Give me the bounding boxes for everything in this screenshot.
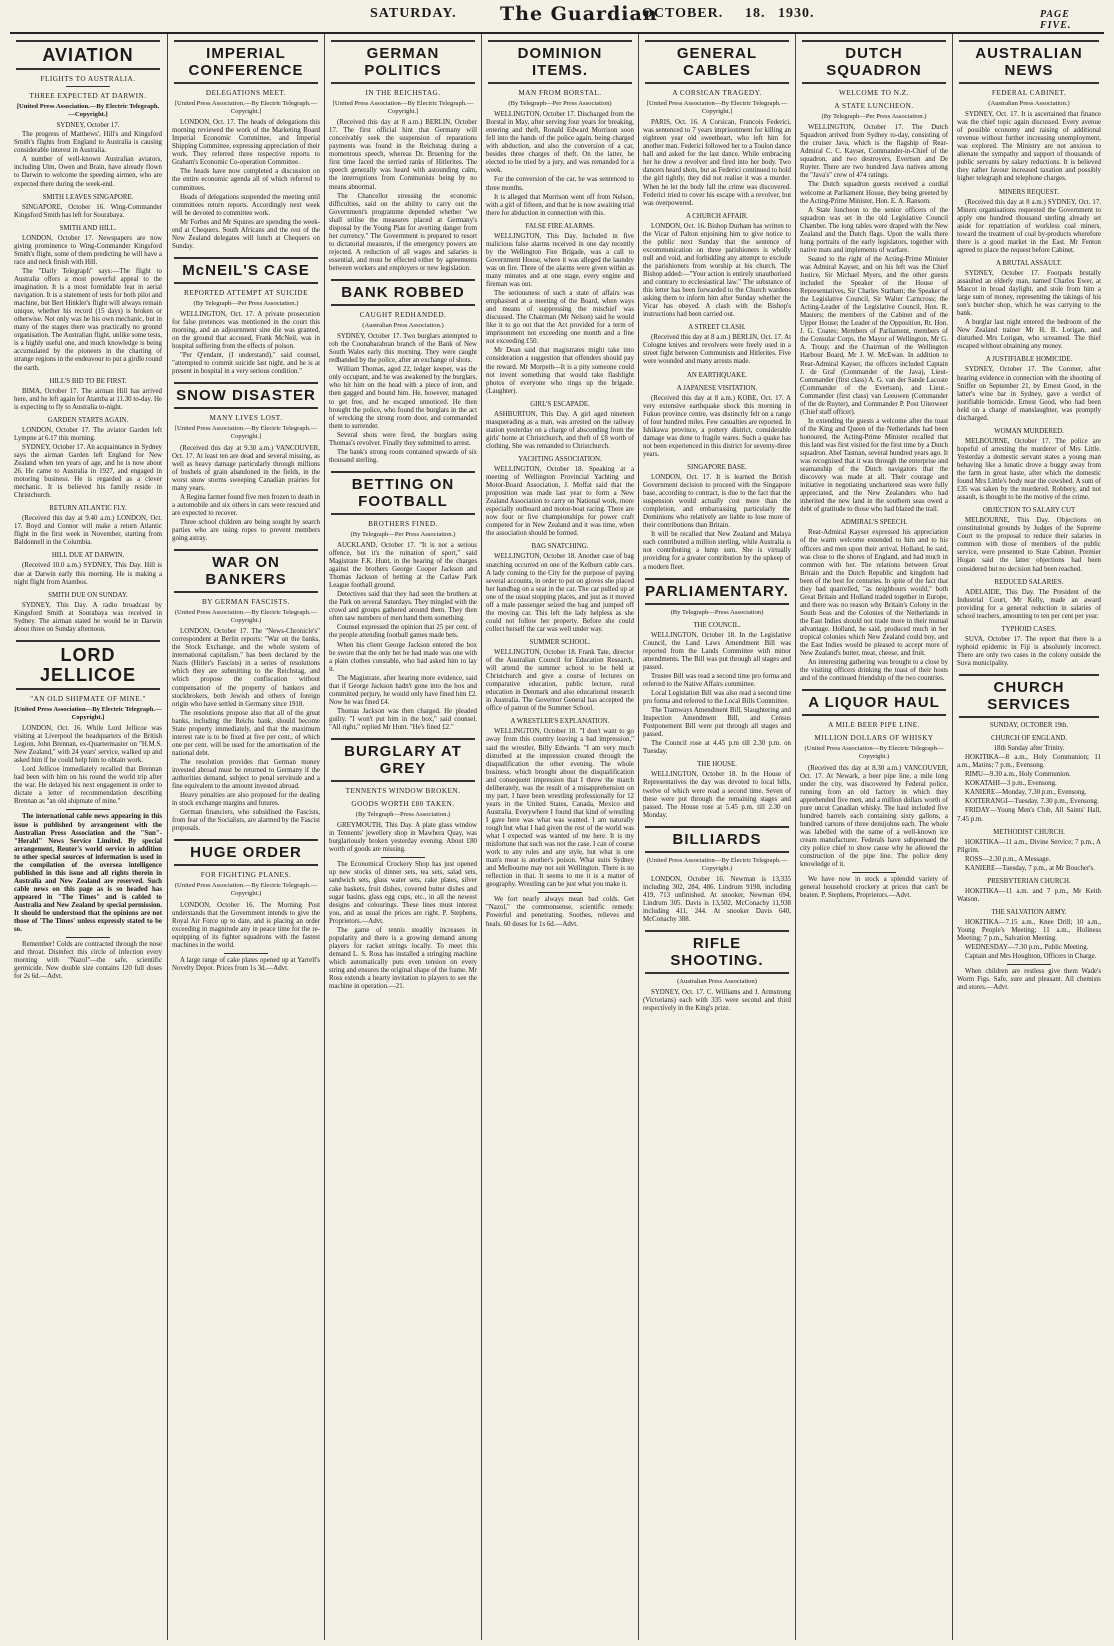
- credit-line: [United Press Association.—By Electric Telegraph.—Copyright.]: [16, 103, 160, 119]
- masthead-page: PAGE FIVE.: [1040, 9, 1072, 31]
- advertisement: We have now in stock a splendid variety of general household crockery at prices that can't be beaten. P. Stephens, Proprietors.—Advt.: [800, 876, 948, 900]
- paragraph: LONDON, Oct. 16. While Lord Jellicoe was visiting at Liverpool the headquarters of the British Legion, John Brennan, ex-Quartermaster on "H.M.S. New Zealand," with 24 years' service, walked up and asked him if he could help him to obtain work.: [14, 725, 162, 765]
- credit-line: (By Telegraph—Per Press Association.): [821, 113, 927, 121]
- service-line: KOKATAHI—3 p.m., Evensong.: [965, 780, 1057, 788]
- column-dominion-items: [481, 34, 638, 1640]
- subhead: CAUGHT REDHANDED.: [359, 311, 447, 320]
- subhead: MINERS REQUEST.: [999, 188, 1059, 196]
- paragraph: When his client George Jackson entered the box he swore that the only bet he had made was one with a plain clothes constable, who had asked him to lay it.: [329, 641, 477, 673]
- subhead: SMITH LEAVES SINGAPORE.: [42, 193, 134, 201]
- subhead: GOODS WORTH £80 TAKEN.: [351, 800, 455, 809]
- subhead: FEDERAL CABINET.: [991, 89, 1067, 97]
- subhead: TENNENTS WINDOW BROKEN.: [345, 787, 461, 796]
- paragraph: SYDNEY, This Day. A radio broadcast by Kingsford Smith at Sourabaya was received in Sydney. The airman stated he would be in Darwin about three on Sunday afternoon.: [14, 601, 162, 633]
- paragraph: LONDON, October 17. The "News-Chronicle's" correspondent at Berlin reports: "War on the banks, the Stock Exchange, and the whole system of international capitalism," has been declared by the Nazis (Hitler's Fascists) in a series of resolutions which they are submitting to the Reichstag, and which propose the confiscation without compensation of the property of bankers and stockbrokers, both Jewish and others of foreign origin who have settled in Germany since 1918.: [172, 628, 320, 708]
- paragraph: WELLINGTON, This Day. Included in five malicious false alarms received in one day recently by the Wellington Fire Brigade, was a call to Government House, where it was alleged the laundry was on fire. Three of the alarms were given within as many minutes and at one stage, every engine and fireman was out.: [486, 232, 634, 289]
- credit-line: (Australian Press Association.): [362, 322, 444, 330]
- paragraph: LONDON, Oct. 17. It is learned the British Government decision to proceed with the Singapore base, according to contract, is due to the fact that the suspension would actually cost more than the completion, and embarrassing particularly the Dominions who relatively are liable to lose more of their contributions than Britain.: [643, 474, 791, 530]
- paragraph: It will be recalled that New Zealand and Malaya each contributed a million sterling, while Australia is not contributing a lump sum. She is virtually providing for a greater contribution by the upkeep of a modern fleet.: [643, 531, 791, 571]
- subhead: AN EARTHQUAKE.: [686, 371, 748, 379]
- headline-snow-disaster: SNOW DISASTER: [174, 382, 318, 409]
- column-australian-news: [952, 34, 1105, 1640]
- paragraph: The Tramways Amendment Bill, Slaughtering and Inspection Amendment Bill, and Census Postponement Bill were put through all stages and passed.: [643, 707, 791, 739]
- subhead: BAG SNATCHING.: [531, 543, 589, 551]
- subhead: A STATE LUNCHEON.: [834, 102, 914, 111]
- paragraph: Detectives said that they had seen the brothers at the Park on several Saturdays. They mingled with the crowd and groups gathered around them. They then often saw numbers of men hand them something.: [329, 591, 477, 623]
- paragraph: LONDON, October 16. The Morning Post understands that the Government intends to give the Royal Air Force up to date, and is placing an order exceeding in magnitude any in peace time for the re-equipping of its fighter squadrons with the fastest machines in the world.: [172, 901, 320, 949]
- paragraph: Rear-Admiral Kayser expressed his appreciation of the warm welcome extended to him and to his officers and men upon their arrival. Holland, he said, was close to the shores of England, and had much in common with her. The relations between Great Britain and the Dutch Republic and kingdom had been of the best for centuries. In spite of the fact that they had quarrelled, "as neighbours would," both Great Britain and Holland traded together in Europe, and there was no reason why Britain's Colony in the South Seas and the Colonies of the Netherlands in the East Indies should not trade more in their mutual advantage. Holland, he said, produced much in her tropical colonies which New Zealand could buy, and the East Indies would be pleased to accept more of New Zealand's butter, meat, cheese, and fruit.: [800, 529, 948, 658]
- paragraph: PARIS, Oct. 16. A Corsican, Francois Federici, was sentenced to 7 years imprisonment for killing an eighteen year old sweetheart, who left him for another man. Federici followed her to a Toulon dance hall and asked for the last dance. While embracing her he drew a revolver and fired into her body. Two dancers heard shots, but as Federici continued to hold the girl tightly, they did not realise it was a murder. When he let the body fall the crime was discovered. Federici tried to cover his escape with a revolver, but was overpowered.: [643, 119, 791, 207]
- paragraph: Several shots were fired, the burglars using Thomas's revolver. Finally they submitted to arrest.: [329, 431, 477, 447]
- headline-war-on-bankers: WAR ON BANKERS: [174, 549, 318, 593]
- paragraph: (Received this day at 8 a.m.) KOBE, Oct. 17. A very extensive earthquake shock this morning in Fukuo province centre, was distinctly felt on a range of four hundred miles. Few casualties are reported. In Ishikawa province, a pottery district, considerable damage was done to fragile wares. Such a quake has not been experienced in this district for seventy-three years.: [643, 394, 791, 458]
- subhead: A STREET CLASH.: [688, 324, 746, 332]
- paragraph: GREYMOUTH, This Day. A plate glass window in Tennents' jewellery shop in Mawhera Quay, was burglariously broken yesterday evening. About £80 worth of goods are missing.: [329, 822, 477, 854]
- subhead: ADMIRAL'S SPEECH.: [840, 519, 908, 527]
- paragraph: The resolutions propose also that all of the great banks, including the Reichs bank, should become State property immediately, and that the maximum interest rate is to be fixed at five per cent., of which one per cent. will be used for the amortisation of the national debt.: [172, 709, 320, 757]
- subhead: A CORSICAN TRAGEDY.: [672, 89, 762, 97]
- service-line: KOITERANGI—Tuesday, 7.30 p.m., Evensong.: [965, 798, 1099, 806]
- subhead: WOMAN MURDERED.: [994, 427, 1064, 435]
- paragraph: Counsel expressed the opinion that 25 per cent. of the people attending football games made bets.: [329, 624, 477, 640]
- subhead: "AN OLD SHIPMATE OF MINE.": [30, 694, 146, 703]
- credit-line: (United Press Association—By Electric Telegraph.—Copyright.): [646, 856, 788, 872]
- subhead: MILLION DOLLARS OF WHISKY: [814, 734, 934, 743]
- credit-line: [United Press Association—By Electric Telegraph.—Copyright.]: [14, 705, 162, 721]
- subhead: DELEGATIONS MEET.: [205, 89, 287, 97]
- paragraph: Thomas Jackson was then charged. He pleaded guilty. "I won't put him in the box," said counsel. "All right," replied Mr Hunt. "He's fined £2.": [329, 707, 477, 731]
- paragraph: "Per Q'endant, (I understand)," said counsel, "attempted to commit suicide last night, and he is at present in hospital in a very serious condition.": [172, 352, 320, 376]
- credit-line: [United Press Association.—By Electric Telegraph.—Copyright.]: [174, 100, 318, 116]
- column-german-politics: [324, 34, 481, 1640]
- rule: [538, 892, 582, 893]
- credit-line: [United Press Association—By Electric Telegraph.—Copyright.]: [646, 100, 788, 116]
- paragraph: LONDON, October 16. Newman is 13,335 including 302, 284, 486. Lindrum 9198, including 419, 713 unfinished. At snooker, Newman 694, Lindrum 305. Davis is 13,502, McConachy 11,938 including 411, 244. At snooker Davis 640, McConachy 388.: [643, 875, 791, 924]
- service-line: ROSS—2.30 p.m., A Message.: [965, 855, 1051, 863]
- paragraph: The seriousness of such a state of affairs was emphasised at a meeting of the Board, when ways and means of suppressing the mischief was discussed. The Chairman (Mr Nelson) said he would like it to go out that the Act provided for a term of imprisonment not exceeding one month and a fine not exceeding £50.: [486, 290, 634, 346]
- subhead: HILL'S BID TO BE FIRST.: [49, 377, 127, 385]
- subhead: FALSE FIRE ALARMS.: [525, 222, 595, 230]
- paragraph: SYDNEY, Oct. 17. C. Williams and J. Armstrong (Victorians) each with 335 were second and third respectively in the King's prize.: [643, 989, 791, 1013]
- paragraph: The Chancellor stressing the economic difficulties, said on the ability to carry out the Government's programme depended whether "we shall utilise the measures placed at Germany's disposal by the Young Plan for averting danger from her currency." The Government is prepared to resort to dictatorial measures, if the emergency powers are rejected. A reduction of all wages and salaries is essential, and must be effected either by agreements between workers and employers or new legislation.: [329, 192, 477, 272]
- paragraph: WELLINGTON, October 18. Frank Tate, director of the Australian Council for Education Research, will attend the summer school to be held at Christchurch and give a course of lectures on comparative education, public lecture, rural education in Denmark and also educational research in Australia. The Governor General has accepted the office of patron of the Summer School.: [486, 649, 634, 713]
- cable-notice: The international cable news appearing in this issue is published by arrangement with the Australian Press Association and the "Sun"-"Herald" News Service Limited. By special arrangement, Reuter's world service in addition to other special sources of information is used in the compilation of the oversea intelligence published in this issue and all rights therein in Australia and New Zealand are reserved. Such cable news on this page as is so headed has appeared in "The Times" and is cabled to Australia and New Zealand by special permission. It should be understood that the opinions are not those of 'The Times' unless expressly stated to be so.: [14, 813, 162, 934]
- subhead: CHURCH OF ENGLAND.: [991, 735, 1067, 743]
- subhead: THREE EXPECTED AT DARWIN.: [29, 92, 147, 101]
- headline-huge-order: HUGE ORDER: [174, 839, 318, 866]
- masthead-month: OCTOBER.: [642, 6, 724, 21]
- paragraph: German financiers, who subsidised the Fascists, from fear of the Socialists, are alarmed by the Fascist proposals.: [172, 809, 320, 833]
- subhead: A MILE BEER PIPE LINE.: [828, 721, 920, 730]
- paragraph: (Received this day at 9.40 a.m.) LONDON, Oct. 17. Boyd and Connor will make a return Atlantic flight in the first week in November, starting from Baldonnell in the Columbia.: [14, 515, 162, 547]
- headline-parliamentary: PARLIAMENTARY.: [645, 578, 789, 605]
- rule: [66, 809, 110, 810]
- dateline: SYDNEY, October 17.: [56, 122, 120, 130]
- rule: [224, 953, 268, 954]
- headline-german-politics: GERMAN POLITICS: [331, 40, 475, 84]
- advertisement: The Economical Crockery Shop has just opened up new stocks of dinner sets, tea sets, salad sets, sandwich sets, glass water sets, cake plates, silver cake baskets, fruit dishes, covered butter dishes and sugar basins, glass egg cups, etc., in all the newest designs and colourings. These lines must interest you, and as usual the prices are right. P. Stephens, Proprietors.—Advt.: [329, 861, 477, 925]
- subhead: A JUSTIFIABLE HOMICIDE.: [985, 356, 1073, 364]
- subhead: FOR FIGHTING PLANES.: [200, 871, 292, 880]
- headline-church-services: CHURCH SERVICES: [959, 674, 1099, 718]
- rule: [381, 857, 425, 858]
- paragraph: Local Legislation Bill was also read a second time pro forma and referred to the Local Bills Committee.: [643, 690, 791, 706]
- paragraph: For the conversion of the car, he was sentenced to three months.: [486, 176, 634, 192]
- paragraph: The Council rose at 4.45 p.m till 2.30 p.m. on Tuesday.: [643, 740, 791, 756]
- subhead: WELCOME TO N.Z.: [839, 89, 909, 97]
- subhead: REPORTED ATTEMPT AT SUICIDE: [183, 288, 309, 297]
- paragraph: Seated to the right of the Acting-Prime Minister was Admiral Kayser, and on his left was the Chief Justice, Sir Michael Myers, and the other guests included the Speaker of the House of Representatives, Sir Charles Statham; the Speaker of the Legislative Council, Sir Walter Carncross; the Acting-Leader of the Legislative Council, Hon. R. Masters; the members of the Cabinet and of the Upper House; the Leader of the Opposition, Rt. Hon. J. G. Coates; Members of Parliament, members of the Consular Corps, the Mayor of Wellington, Mr G. A. Troup; and the Chairman of the Wellington Harbour Board, Mr J. W. McEwan. In addition to Rear-Admiral Kayser, the officers included Captain J. de Graf (Commander of the Java), Lieut-Commander (first class) A. G. van der Sande Lacoste (Commander of the Evertsen), and Lieut.-Commander (first class) van Leeuwen (Commander of the de Ruyter), and Commander P. Post Uiterweer (Chief staff officer).: [800, 255, 948, 416]
- paragraph: WELLINGTON, October 18. "I don't want to go away from this country leaving a bad impression," said the wrestler, Billy Edwards. "I am very much disturbed at the impression created through the disqualification the other evening. The whole business, which brought about the disqualification and consequent impression that I threw the match deliberately, was the result of a misapprehension on my part. I have been wrestling professionally for 12 years in the United States, Canada, Mexico and Australia. Everywhere I found that kind of wrestling I gave here was what was wanted. I am naturally rough but what I had given the rest of the world was what I expected was wanted of me here. It is my misfortune that such was not the case. I can of course work to any rules and any style, but what is one man's meat is another's poison. What suits Sydney and Melbourne may not suit Wellington. There is no reflection in that. It seems to me it is a matter of geography. Wrestling can be just what you make it.: [486, 728, 634, 889]
- headline-lord-jellicoe: LORD JELLICOE: [16, 640, 160, 690]
- service-line: RIMU—9.30 a.m., Holy Communion.: [965, 771, 1071, 779]
- service-line: KANIERE—Tuesday, 7 p.m., at Mr Boucher's.: [965, 864, 1095, 872]
- subhead: THE COUNCIL.: [693, 621, 741, 629]
- service-line: Captain and Mrs Houghton, Officers in Charge.: [965, 953, 1097, 961]
- subhead: MAN FROM BORSTAL.: [518, 89, 602, 97]
- paragraph: WELLINGTON, Oct. 17. A private prosecution for false pretences was mentioned in the court this morning, and an adjournment sine die was granted, on the ground that accused, Frank McNeil, was in hospital suffering from the effects of poison.: [172, 310, 320, 351]
- paragraph: (Received this day at 8 a.m.) BERLIN, October 17. The first official hint that Germany will conceivably seek the suspension of reparations payments was found in the Reichstag during a momentous speech, whereas Dr. Bruening for the first time faced the serried ranks of Hitlerites. The speech generally was heard with astounding calm, the interruptions from Communists being by no means abnormal.: [329, 119, 477, 191]
- headline-burglary-at-grey: BURGLARY AT GREY: [331, 738, 475, 782]
- credit-line: (United Press Association.—By Electric Telegraph.—Copyright.): [174, 882, 318, 898]
- headline-liquor-haul: A LIQUOR HAUL: [802, 689, 946, 716]
- column-aviation: [10, 34, 166, 1640]
- paragraph: Heavy penalties are also proposed for the dealing in stock exchange margins and futures.: [172, 792, 320, 808]
- advertisement: Remember! Colds are contracted through the nose and throat. Disinfect this circle of infection every morning with "Nazol"—the safe, scientific germicide. New double size contains 120 full doses for 2s 6d.—Advt.: [14, 941, 162, 981]
- subhead: SINGAPORE BASE.: [687, 463, 747, 471]
- headline-rifle-shooting: RIFLE SHOOTING.: [645, 930, 789, 974]
- paragraph: SYDNEY, October 17. Two burglars attempted to rob the Coonabarabran branch of the Bank of New South Wales early this morning. They were caught redhanded by the police, after an exchange of shots.: [329, 333, 477, 365]
- masthead: [10, 0, 1104, 34]
- masthead-year: 1930.: [778, 6, 815, 21]
- paragraph: ASHBURTON, This Day. A girl aged nineteen masquerading as a man, was arrested on the railway station yesterday on a charge of absconding from the girls' home at Christchurch, and theft of £8 worth of clothing. She was remanded to Christchurch.: [486, 410, 634, 450]
- paragraph: A State luncheon to the senior officers of the squadron was set in the old Legislative Council Chamber. The long tables were draped with the New Zealand and the Dutch flags. Upon the walls there hung portraits of the early legislators, together with native mats and implements of warfare.: [800, 206, 948, 254]
- paragraph: SYDNEY, October 17. An acquaintance in Sydney says the airman Garden left England for New Zealand when ten years of age, and he is now about 26. He came to Australia in 1927, and engaged in motoring business. He is regarded as a clever mechanic. It is believed his family reside in Christchurch.: [14, 443, 162, 500]
- paragraph: Three school children are being sought by search parties who are using ropes to prevent members going astray.: [172, 518, 320, 543]
- headline-general-cables: GENERAL CABLES: [645, 40, 789, 84]
- column-general-cables: [638, 34, 795, 1640]
- paragraph: LONDON, Oct. 17. The heads of delegations this morning reviewed the work of the Marketing Board Imperial Economic Committee, and Imperial Shipping Committee, expressing appreciation of their work. They referred three respective reports to Graham's Economic Co-operation Committee.: [172, 119, 320, 167]
- advertisement: We fort nearly always mean bad colds. Get "Nazol," the commonsense, scientific remedy. Powerful and penetrating. Soothes, relieves and heals. 60 doses for 1s 6d.—Advt.: [486, 896, 634, 928]
- paragraph: It is alleged that Morrison went off from Nelson, with a girl of fifteen, and that he is now awaiting trial there for abduction in connection with this.: [486, 193, 634, 217]
- subhead: SUMMER SCHOOL.: [529, 638, 591, 646]
- service-line: KANIERE—Monday, 7.30 p.m., Evensong.: [965, 789, 1087, 797]
- rule: [66, 937, 110, 938]
- paragraph: SUVA, October 17. The report that there is a typhoid epidemic in Fiji is absolutely incorrect. There are only two cases in the colony outside the Suva municipality.: [957, 635, 1101, 667]
- subhead: GARDEN STARTS AGAIN.: [47, 416, 129, 424]
- subhead: FLIGHTS TO AUSTRALIA.: [40, 75, 136, 83]
- paragraph: An interesting gathering was brought to a close by the visiting officers drinking the toast of their hosts and of the continued friendship of the two countries.: [800, 659, 948, 683]
- paragraph: (Received this day at 8 a.m.) SYDNEY, Oct. 17. Miners organisations requested the Government to apply one hundred thousand sterling already set aside for repatriation of workless coal miners, toward the treatment of coal by-products wherefore there is a good market in the East. Mr Fenton agreed to place the request before Cabinet.: [957, 198, 1101, 254]
- service-line: HOKITIKA—8 a.m., Holy Communion; 11 a.m., Matins; 7 p.m., Evensong.: [957, 754, 1101, 770]
- subhead: REDUCED SALARIES.: [994, 578, 1064, 586]
- masthead-title: The Guardian: [500, 3, 658, 25]
- service-line: 18th Sunday after Trinity.: [993, 745, 1065, 753]
- credit-line: (Australian Press Association): [677, 978, 757, 986]
- credit-line: (By Telegraph—Per Press Association.): [193, 299, 299, 307]
- subhead: HILL DUE AT DARWIN.: [51, 552, 125, 560]
- credit-line: (Australian Press Association.): [988, 100, 1070, 108]
- paragraph: Lord Jellicoe immediately recalled that Brennan had been with him on his round the world trip after the war. He delayed his next engagement in order to dictate a letter of recommendation describing Brennan as "an old shipmate of mine.": [14, 766, 162, 806]
- paragraph: (Received 10.0 a.m.) SYDNEY, This Day. Hill is due at Darwin early this morning. He is making a night flight from Atambos.: [14, 562, 162, 586]
- headline-bank-robbed: BANK ROBBED: [331, 279, 475, 306]
- paragraph: Mr Dean said that magistrates might take into consideration a suggestion that offenders should pay the reward. Mr Morpeth—It is a pity someone could not invent something that would take flashlight photos of everyone who rings up the brigade. (Laughter).: [486, 347, 634, 395]
- subhead: OBJECTION TO SALARY CUT: [982, 507, 1076, 515]
- subhead: BY GERMAN FASCISTS.: [202, 598, 290, 607]
- newspaper-columns: [10, 34, 1104, 1640]
- paragraph: AUCKLAND, October 17. "It is not a serious offence, but it's the ruination of sport," said Magistrate F.K. Hunt, in the hearing of the charges against the brothers George Cooper Jackson and Thomas Jackson of betting at the Carlaw Park League football ground.: [329, 541, 477, 590]
- subhead: A WRESTLER'S EXPLANATION.: [510, 718, 610, 726]
- subhead: PRESBYTERIAN CHURCH.: [987, 877, 1071, 885]
- subhead: GIRL'S ESCAPADE.: [530, 400, 590, 408]
- paragraph: Mr Forbes and Mr Squires are spending the week-end at Chequers. South Africans and the rest of the New Zealand delegates will lunch at Chequers on Sunday.: [172, 218, 320, 250]
- paragraph: SYDNEY, October 17. Footpads brutally assaulted an elderly man, named Charles Ewer, at Mascot in broad daylight, and stole from him a large sum of money, representing the takings of his son's butcher shop, which he was carrying to the bank.: [957, 269, 1101, 318]
- paragraph: Heads of delegations suspended the meeting until committees return reports. Accordingly next week will be devoted to committee work.: [172, 193, 320, 217]
- credit-line: (By Telegraph—Per Press Association.): [350, 530, 456, 538]
- paragraph: (Received this day at 8 a.m.) BERLIN, Oct. 17. At Cologne knives and revolvers were freely used in a street fight between Communists and Hitlerites. Five were wounded and many arrests made.: [643, 334, 791, 366]
- service-line: HOKITIKA—11 a.m. and 7 p.m., Mr Keith Watson.: [957, 887, 1101, 903]
- paragraph: The resolution provides that German money invested abroad must be returned to Germany if the authorities demand, subject to penal servitude and a fine equivalent to the amount invested abroad.: [172, 758, 320, 791]
- paragraph: BIMA, October 17. The airman Hill has arrived here, and he left again for Atamba at 11.30 to-day. He is expecting to fly to Australia to-night.: [14, 387, 162, 411]
- paragraph: The heads have now completed a discussion on the entire economic agenda all of which referred to committees.: [172, 168, 320, 192]
- service-line: HOKITIKA—7.15 a.m., Knee Drill; 10 a.m., Young People's Meeting; 11 a.m., Holiness Meeting; 7 p.m., Salvation Meeting.: [957, 918, 1101, 943]
- headline-billiards: BILLIARDS: [645, 826, 789, 853]
- subhead: A JAPANESE VISITATION.: [676, 384, 758, 392]
- paragraph: WELLINGTON, October 18. In the House of Representatives the day was devoted to local bills, twelve of which were read a second time. Seven of these were put through the remaining stages and passed. The House rose at 5.45 p.m. till 2.30 on Monday.: [643, 771, 791, 819]
- paragraph: MELBOURNE, This Day. Objections on constitutional grounds by Judges of the Supreme Court to the proposal to reduce their salaries in common with those of members of the public service, were presented to State Cabinet. Premier Hogan said the latter objections had been considered but no decision had been reached.: [957, 517, 1101, 573]
- paragraph: Trustee Bill was read a second time pro forma and referred to the Native Affairs committee.: [643, 672, 791, 688]
- subhead: THE HOUSE.: [697, 761, 737, 769]
- paragraph: The Magistrate, after hearing more evidence, said that if George Jackson hadn't gone into the box and committed perjury, he would only have fined him £2. Now he was fined £4.: [329, 674, 477, 706]
- subhead: RETURN ATLANTIC FLY.: [49, 505, 127, 513]
- service-line: FRIDAY—Young Men's Club, All Saints' Hall, 7.45 p.m.: [957, 807, 1101, 823]
- credit-line: (By Telegraph—Per Press Association): [508, 100, 612, 108]
- headline-aviation: AVIATION: [16, 40, 160, 70]
- credit-line: [United Press Association.—By Electric Telegraph.—Copyright.]: [174, 425, 318, 441]
- paragraph: SYDNEY, October 17. The Coroner, after hearing evidence in connection with the shooting of Sniffer on September 21, by Ernest Good, in the latter's wine bar in Sydney, gave a verdict of justifiable homicide. Ernest Good, who had been held on a charge of manslaughter, was promptly discharged.: [957, 366, 1101, 422]
- paragraph: LONDON, October 17. The aviator Garden left Lympne at 6.17 this morning.: [14, 426, 162, 442]
- service-line: WEDNESDAY—7.30 p.m., Public Meeting.: [965, 944, 1089, 952]
- paragraph: The progress of Matthews', Hill's and Kingsford Smith's flights from England to Australia is causing considerable interest in Australia.: [14, 131, 162, 155]
- headline-dutch-squadron: DUTCH SQUADRON: [802, 40, 946, 84]
- credit-line: (By Telegraph—Press Association.): [355, 811, 451, 819]
- paragraph: SINGAPORE, October 16. Wing-Commander Kingsford Smith has left for Sourabaya.: [14, 203, 162, 219]
- masthead-day: SATURDAY.: [370, 6, 457, 21]
- headline-betting-on-football: BETTING ON FOOTBALL: [331, 471, 475, 515]
- headline-australian-news: AUSTRALIAN NEWS: [959, 40, 1099, 84]
- paragraph: The "Daily Telegraph" says:—The flight to Australia offers a most powerful appeal to the imagination. It is a most formidable feat in aerial navigation. It is a statement of tests for both pilot and machine, but Bert Hinkler's flight will always remain unique, whether his record (15 days) is broken or otherwise. Not only was he his own mechanic, but in many of the stages there was practically no ground organisation. The Australian flight, unlike some tests, is a highly useful one, and much knowledge is being accumulated by the pioneers in the charting of strange regions in the endeavour to put a girdle round the earth.: [14, 267, 162, 372]
- credit-line: (By Telegraph—Press Association): [670, 608, 764, 616]
- paragraph: LONDON, October 17. Newspapers are now giving prominence to Wing-Commander Kingsford Smith's flight, some of them predicting he will have a race and neck finish with Hill.: [14, 234, 162, 266]
- subhead: YACHTING ASSOCIATION.: [518, 455, 602, 463]
- paragraph: WELLINGTON, October 18. Another case of bag snatching occurred on one of the Kelburn cable cars. A lady coming to the City for the purpose of paying several accounts, in order to put on gloves she placed her handbag on a seat in the car. The car pulled up at one of the usual stopping places, and just as it moved off a male passenger seized the bag and jumped off the moving car. This left the lady helpless as she could not follow her property. Before she could collect herself the car was well under way.: [486, 553, 634, 633]
- paragraph: William Thomas, aged 22, ledger keeper, was the only occupant, and he was awakened by the burglars, who hit him on the head with a piece of iron, and then gagged and bound him. He, however, managed to get free, and he escaped unnoticed. He then brought the police, who found the burglars in the act of wrecking the strong room door, and commanded them to surrender.: [329, 366, 477, 430]
- paragraph: In extending the guests a welcome after the toast of the King and Queen of the Netherlands had been honoured, the Acting-Prime Minister recalled that this land was first visited for the first time by a Dutch squadron. Abel Tasman, several hundred years ago. It was recognised that it was through the enterprise and seamanship of the Dutch navigators that the discovery was made at all. Their courage and initiative in negotiating unchartered seas were fully appreciated, and the New Zealanders who had inherited the new land in the southern seas owed a debt of gratitude to those who had blazed the trail.: [800, 417, 948, 514]
- service-line: HOKITIKA—11 a.m., Divine Service; 7 p.m., A Pilgrim.: [957, 838, 1101, 854]
- paragraph: WELLINGTON, October 17. Discharged from the Borstal in May, after serving four years for breaking, entering and theft, Ronald Edward Morrison soon fell into the hands of the police again, being charged with abduction, and also the conversion of a car, besides three charges of theft. On the latter, he elected to be tried by a jury, and was remanded for a week.: [486, 111, 634, 175]
- advertisement: When children are restless give them Wade's Worm Figs. Safe, sure and pleasant. All chemists and stores.—Advt.: [957, 968, 1101, 992]
- paragraph: WELLINGTON, October 18. Speaking at a meeting of Wellington Provincial Yachting and Motor-Board Association, J. Moffat said that the proposition was made last year to form a New Zealand Association to carry on National work, more especially outboard and motor-boat racing. There are now four or five championships for power craft competed for in New Zealand and it was time, when the association should be formed.: [486, 466, 634, 538]
- paragraph: WELLINGTON, October 18. In the Legislative Council, the Land Laws Amendment Bill was reported from the Lands Committee with minor amendments. The Bill was put through all stages and passed.: [643, 631, 791, 671]
- column-imperial-conference: [167, 34, 324, 1640]
- subhead: SMITH AND HILL.: [59, 224, 117, 232]
- subhead: A CHURCH AFFAIR.: [685, 212, 749, 220]
- rule: [852, 872, 896, 873]
- credit-line: (United Press Association—By Electric Telegraph—Copyright.): [804, 745, 944, 761]
- headline-dominion-items: DOMINION ITEMS.: [488, 40, 632, 84]
- service-date: SUNDAY, OCTOBER 19th.: [989, 722, 1069, 730]
- subhead: TYPHOID CASES.: [1001, 625, 1057, 633]
- advertisement: The game of tennis steadily increases in popularity and there is a growing demand among players for racket strings locally. To meet this demand L. S. Ross has installed a stringing machine which automatically puts even tension on every string and ensures the original shape of the frame. Mr Ross extends a hearty invitation to players to see the machine in operation.—21.: [329, 926, 477, 991]
- paragraph: SYDNEY, Oct. 17. It is ascertained that finance was the chief topic again discussed. Every avenue of possible economy and raising of additional revenue without further increasing unemployment, was explored. The Ministry are not anxious to alienate the sympathy and support of thousands of public servants by salary reductions. It is believed they rather favour increased taxation and possibly higher telegraph and telephone charges.: [957, 111, 1101, 183]
- paragraph: ADELAIDE, This Day. The President of the Industrial Court, Mr Kelly, made an award providing for a general reduction in salaries of school teachers, amounting to ten per cent per year.: [957, 588, 1101, 620]
- paragraph: MELBOURNE, October 17. The police are hopeful of arresting the murderer of Mrs Little. Yesterday a domestic servant states a young man behaving like a lunatic drove a buggy away from the farm in great haste, after which the domestic found Mrs Little's body near the cowshed. A sum of £35 was taken by the murdered. Robbery, and not assault, is thought to be the motive of the crime.: [957, 437, 1101, 502]
- paragraph: The bank's strong room contained upwards of six thousand sterling.: [329, 448, 477, 464]
- credit-line: [United Press Association—By Electric Telegraph.—Copyright.]: [332, 100, 474, 116]
- rule: [1007, 964, 1050, 965]
- credit-line: (United Press Association.—By Electric Telegraph.—Copyright.): [174, 609, 318, 625]
- paragraph: The Dutch squadron guests received a cordial welcome at Parliament House, they being greeted by the Acting-Prime Minister, Hon. E. A. Ransom.: [800, 181, 948, 205]
- paragraph: (Received this day at 8.30 a.m.) VANCOUVER, Oct. 17. At Newark, a beer pipe line, a mile long under the city, was discovered by Federal police, running from an old factory in which they apprehended five men, and a million dollars worth of pure uncut Canadian whisky. The haul included five hundred barrels each containing sixty gallons, a hundred cartons of three demijohns each. The whole was labelled with the name of a well-known ice cream manufacturer. Federals have subpoenaed the city police chief to show cause why he allowed the construction of the pipe line. The police deny knowledge of it.: [800, 764, 948, 869]
- advertisement: A large range of cake plates opened up at Yarrell's Novelty Depot. Prices from 1s 3d.—Advt.: [172, 956, 320, 972]
- column-dutch-squadron: [795, 34, 952, 1640]
- subhead: A BRUTAL ASSAULT.: [995, 259, 1062, 267]
- masthead-date: 18.: [745, 6, 766, 21]
- subhead: IN THE REICHSTAG.: [365, 89, 441, 97]
- paragraph: A number of well-known Australian aviators, including Ulm, Owen and Brain, have already flown to Darwin to welcome the speeding airmen, who are expected there during the week-end.: [14, 156, 162, 188]
- subhead: THE SALVATION ARMY.: [991, 908, 1067, 916]
- subhead: MANY LIVES LOST.: [209, 414, 283, 423]
- paragraph: A Regina farmer found five men frozen to death in a automobile and six others in cars were rescued and are expected to recover.: [172, 493, 320, 517]
- paragraph: (Received this day at 9.30 a.m.) VANCOUVER, Oct. 17. At least ten are dead and several missing, as well as heavy damage particularly through millions of bushels of grain abandoned in the fields, in the worst snow storms sweeping Canadian prairies for many years.: [172, 444, 320, 492]
- paragraph: LONDON, Oct. 16. Bishop Durham has written to the Vicar of Palton enjoining him to give notice to the public next Sunday that the sentence of excommunication on three parishioners is wholly null and void, and forbidding any attempt to exclude the parishioners from worship at his church. The Bishop added:—"Your action is entirely unauthorised and contrary to ecclesiastical law." The substance of this letter has been forwarded to the Church wardens asking them to inform him after Sunday whether the Vicar has obeyed. A clash with the Bishop's instructions had been carried out.: [643, 222, 791, 319]
- paragraph: WELLINGTON, October 17. The Dutch Squadron arrived from Sydney to-day, consisting of the cruiser Java, which is the flagship of Rear-Admiral C. C. Kayser, Commander-in-Chief of the squadron, and two destroyers, Evertsen and De Ruyter. There are two hundred Java natives among the "Java's" crew of 474 ratings.: [800, 124, 948, 180]
- headline-mcneils-case: McNEIL'S CASE: [174, 257, 318, 284]
- subhead: BROTHERS FINED.: [368, 519, 438, 528]
- rule: [66, 86, 110, 87]
- subhead: SMITH DUE ON SUNDAY.: [48, 591, 128, 599]
- paragraph: A burglar last night entered the bedroom of the New Zealand trainer Mr H. B. Lorigan, and disturbed Mrs Lorigan, who screamed. The thief escaped without obtaining any money.: [957, 319, 1101, 351]
- subhead: METHODIST CHURCH.: [993, 828, 1065, 836]
- headline-imperial-conference: IMPERIAL CONFERENCE: [174, 40, 318, 84]
